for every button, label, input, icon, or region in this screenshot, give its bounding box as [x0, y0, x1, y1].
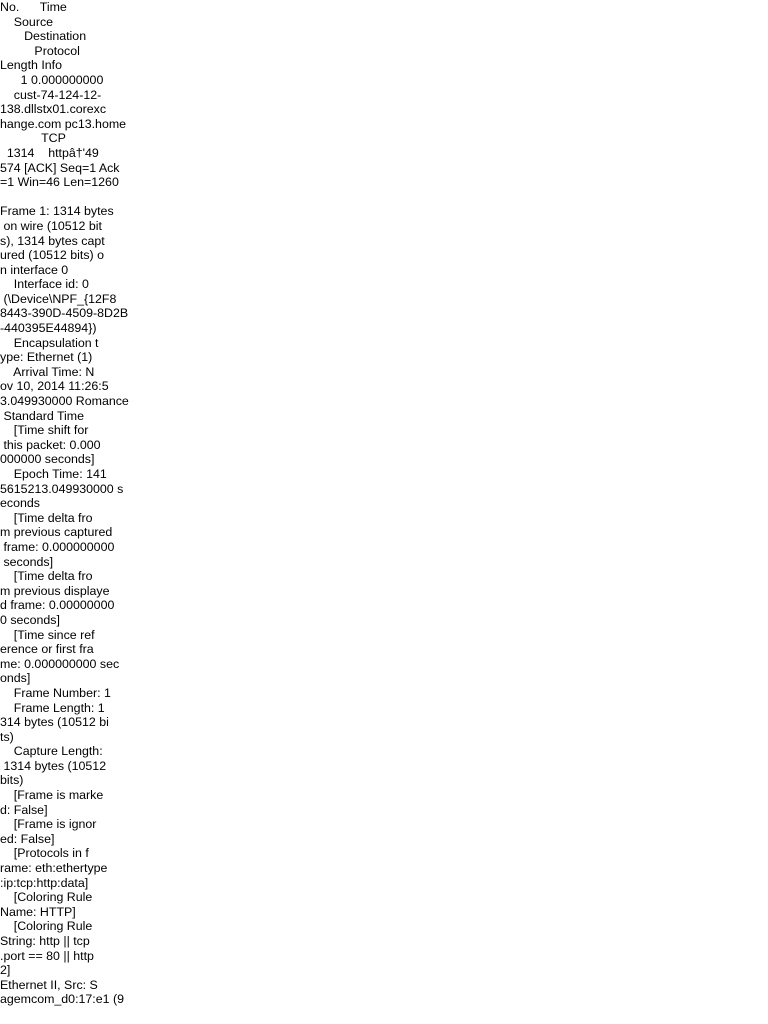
text-line: ype: Ethernet (1) — [0, 350, 93, 365]
text-line: erence or first fra — [0, 642, 94, 657]
text-line: Frame Length: 1 — [0, 700, 105, 715]
text-line: Ethernet II, Src: S — [0, 977, 98, 992]
text-line: m previous displaye — [0, 583, 110, 598]
text-line: Destination — [0, 29, 87, 44]
text-line: onds] — [0, 671, 31, 686]
text-line: 0 seconds] — [0, 612, 60, 627]
text-line: [Time since ref — [0, 627, 95, 642]
text-line: Frame 1: 1314 bytes — [0, 204, 114, 219]
text-line: Capture Length: — [0, 744, 103, 759]
text-line: s), 1314 bytes capt — [0, 233, 105, 248]
text-line: .port == 80 || http — [0, 948, 94, 963]
text-line: :ip:tcp:http:data] — [0, 875, 89, 890]
text-line: Length Info — [0, 58, 63, 73]
text-line: Arrival Time: N — [0, 364, 95, 379]
text-line: on wire (10512 bit — [0, 218, 102, 233]
text-line: (\Device\NPF_{12F8 — [0, 291, 117, 306]
text-line: [Frame is ignor — [0, 817, 97, 832]
text-line: [Coloring Rule — [0, 890, 93, 905]
text-line: -440395E44894}) — [0, 321, 97, 336]
text-line: n interface 0 — [0, 262, 69, 277]
text-line: frame: 0.000000000 — [0, 539, 115, 554]
packet-detail-text — [0, 0, 150, 1007]
text-line: me: 0.000000000 sec — [0, 656, 120, 671]
text-line: String: http || tcp — [0, 934, 90, 948]
text-line: 3.049930000 Romance — [0, 394, 129, 409]
text-line: 1 0.000000000 — [0, 72, 104, 87]
text-line: Standard Time — [0, 408, 85, 423]
text-line: econds — [0, 496, 40, 511]
text-line: bits) — [0, 773, 24, 788]
text-line: Encapsulation t — [0, 335, 99, 350]
text-line: Protocol — [0, 43, 80, 58]
text-line: 1314 httpâ†'49 — [0, 145, 99, 160]
text-line: cust-74-124-12- — [0, 87, 102, 102]
text-line: hange.com pc13.home — [0, 116, 127, 131]
text-line: this packet: 0.000 — [0, 437, 101, 452]
text-line: Frame Number: 1 — [0, 685, 111, 700]
text-line: [Time delta fro — [0, 569, 93, 584]
text-line: Source — [0, 14, 54, 29]
text-line: [Frame is marke — [0, 788, 104, 803]
text-line: [Coloring Rule — [0, 919, 93, 934]
text-line: Interface id: 0 — [0, 277, 89, 292]
text-line: ured (10512 bits) o — [0, 248, 105, 263]
text-line: ts) — [0, 729, 14, 744]
text-line: m previous captured — [0, 525, 113, 540]
text-line: No. Time — [0, 0, 67, 14]
text-line: d frame: 0.00000000 — [0, 598, 115, 613]
text-line: [Time shift for — [0, 423, 89, 438]
text-line: 8443-390D-4509-8D2B — [0, 306, 129, 321]
text-line: ed: False] — [0, 831, 55, 846]
text-line: 5615213.049930000 s — [0, 481, 124, 496]
text-line: Epoch Time: 141 — [0, 467, 107, 481]
text-line: ov 10, 2014 11:26:5 — [0, 379, 109, 394]
text-line: Name: HTTP] — [0, 904, 76, 919]
text-line: =1 Win=46 Len=1260 — [0, 175, 119, 190]
text-line: 574 [ACK] Seq=1 Ack — [0, 160, 120, 175]
text-line: [Time delta fro — [0, 510, 93, 525]
text-line: 2] — [0, 963, 11, 978]
text-line: rame: eth:ethertype — [0, 861, 108, 876]
text-line: 000000 seconds] — [0, 452, 95, 467]
text-line: d: False] — [0, 802, 48, 817]
text-line: TCP — [0, 131, 66, 146]
text-line: 1314 bytes (10512 — [0, 758, 107, 773]
text-line: agemcom_d0:17:e1 (9 — [0, 992, 124, 1007]
text-line: 138.dllstx01.corexc — [0, 102, 107, 117]
blank-line — [0, 190, 150, 205]
text-line: [Protocols in f — [0, 846, 89, 861]
text-line: seconds] — [0, 554, 54, 569]
text-line: 314 bytes (10512 bi — [0, 715, 109, 730]
